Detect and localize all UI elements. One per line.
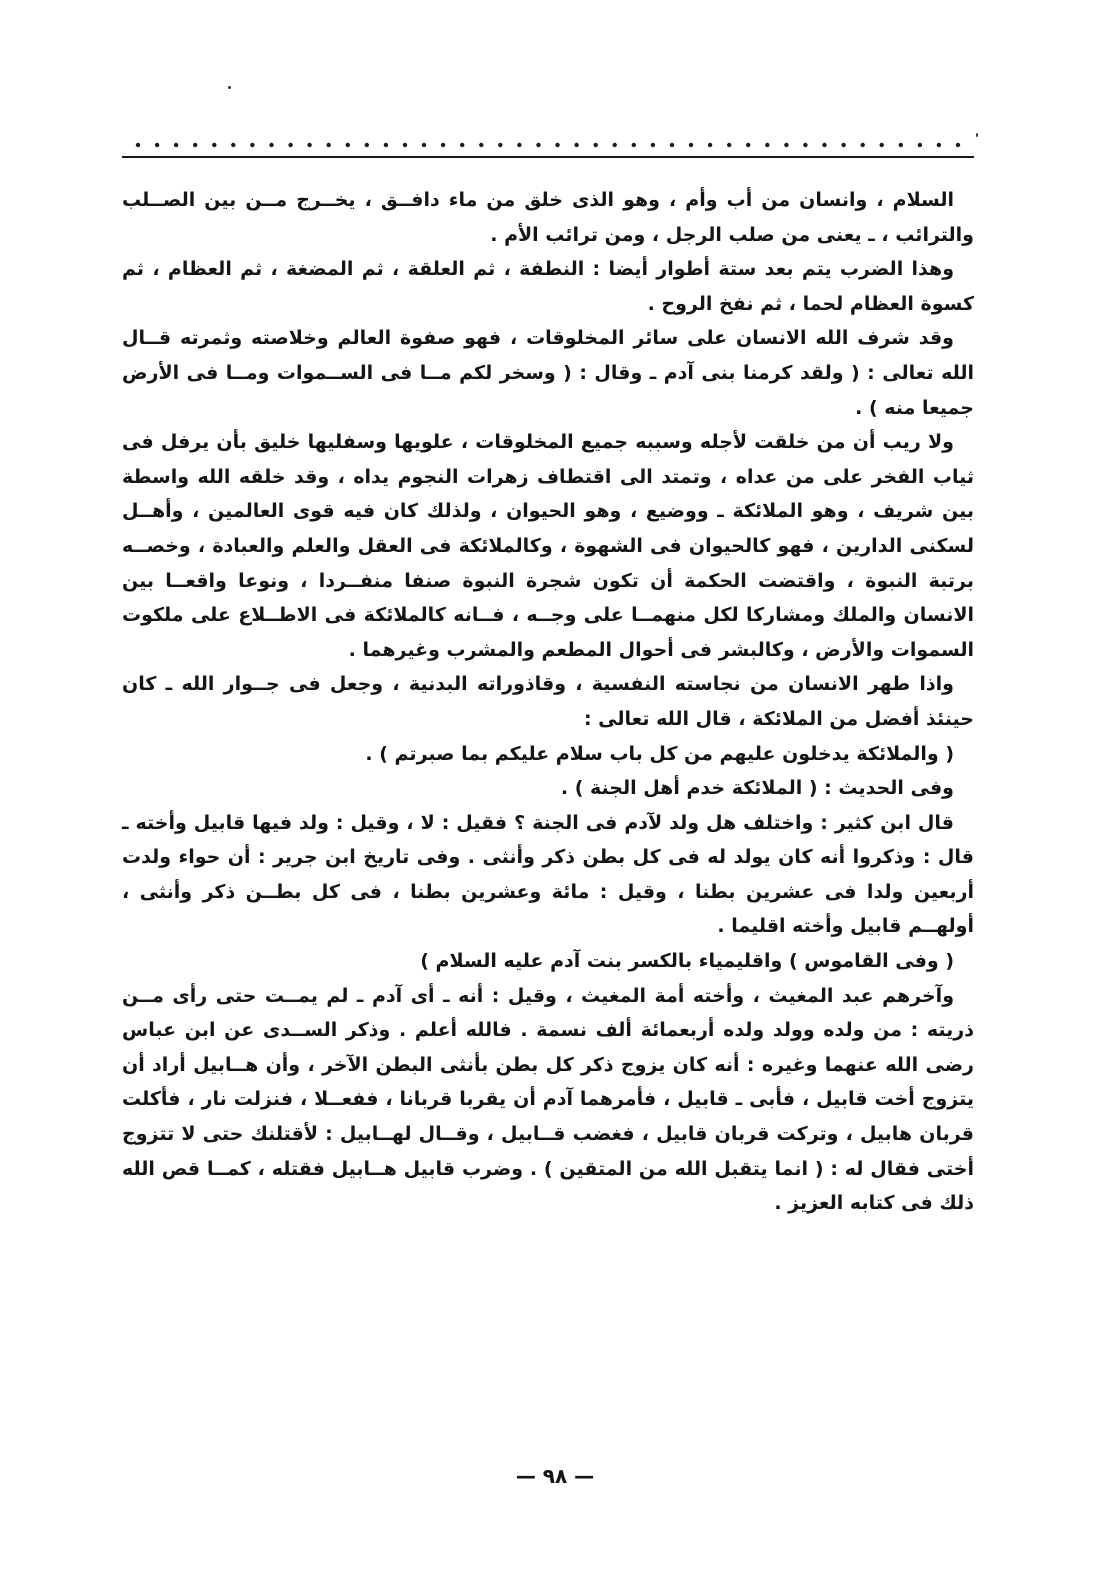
header-dot — [231, 143, 235, 147]
body-text — [122, 183, 974, 1221]
header-dot — [307, 143, 311, 147]
header-dot — [327, 143, 331, 147]
header-dot — [250, 143, 254, 147]
header-dot — [803, 143, 807, 147]
quote-angels: ( والملائكة يدخلون عليهم من كل باب سلام عليكم بما صبرتم ) . — [365, 742, 954, 765]
paragraph-4: ولا ريب أن من خلقت لأجله وسببه جميع المخلوقات ، علويها وسفليها خليق بأن يرفل فى ثياب الفخر على من عداه ، وتمتد الى اقتطاف زهرات النجوم يداه ، وقد خلقه الله واسطة بين شريف ، وهو الملائكة ـ ووضيع ، وهو الحيوان ، ولذلك كان فيه قوى العالمين ، وأهــل لسكنى الدارين ، فهو كالحيوان فى الشهوة ، وكالملائكة فى العقل والعلم والعبادة ، وخصــه برتبة النبوة ، واقتضت الحكمة أن تكون شجرة النبوة صنفا منفــردا ، ونوعا واقعــا بين الانسان والملك ومشاركا لكل منهمــا على وجــه ، فــانه كالملائكة فى الاطــلاع على ملكوت السموات والأرض ، وكالبشر فى أحوال المطعم والمشرب وغيرهما . — [122, 431, 974, 661]
header-dot — [536, 143, 540, 147]
header-dot — [193, 143, 197, 147]
header-dot — [441, 143, 445, 147]
header-dot — [746, 143, 750, 147]
paragraph-5: واذا طهر الانسان من نجاسته النفسية ، وقاذوراته البدنية ، وجعل فى جــوار الله ـ كان حينئذ أفضل من الملائكة ، قال الله تعالى : — [122, 673, 974, 730]
quote-hadith: وفى الحديث : ( الملائكة خدم أهل الجنة ) . — [560, 777, 954, 800]
paragraph-2: وهذا الضرب يتم بعد ستة أطوار أيضا : النطفة ، ثم العلقة ، ثم المضغة ، ثم العظام ، ثم كسوة العظام لحما ، ثم نفخ الروح . — [122, 258, 974, 315]
header-dot — [956, 143, 960, 147]
header-dot — [346, 143, 350, 147]
header-dot — [613, 143, 617, 147]
header-dots-graphic — [122, 140, 974, 150]
header-dot — [822, 143, 826, 147]
header-dot — [269, 143, 273, 147]
header-dot — [841, 143, 845, 147]
header-dot — [555, 143, 559, 147]
scan-speck — [228, 86, 231, 89]
header-dot — [136, 143, 140, 147]
header-rule — [122, 156, 974, 158]
header-dot — [727, 143, 731, 147]
header-dot — [365, 143, 369, 147]
header-dot — [765, 143, 769, 147]
header-dot — [708, 143, 712, 147]
header-dot — [651, 143, 655, 147]
header-dot — [918, 143, 922, 147]
header-dot — [288, 143, 292, 147]
paragraph-3: وقد شرف الله الانسان على سائر المخلوقات ، فهو صفوة العالم وخلاصته وثمرته قــال الله تعالى : ( ولقد كرمنا بنى آدم ـ وقال : ( وسخر لكم مــا فى الســموات ومــا فى الأرض جميعا منه ) . — [122, 327, 974, 419]
scan-speck — [976, 133, 978, 137]
header-dot — [880, 143, 884, 147]
header-dot — [479, 143, 483, 147]
header-dot — [594, 143, 598, 147]
header-dot — [422, 143, 426, 147]
header-dot — [517, 143, 521, 147]
header-dot — [861, 143, 865, 147]
header-dot — [670, 143, 674, 147]
header-dot — [689, 143, 693, 147]
header-dot — [899, 143, 903, 147]
header-dot — [174, 143, 178, 147]
paragraph-last: وآخرهم عبد المغيث ، وأخته أمة المغيث ، وقيل : أنه ـ أى آدم ـ لم يمــت حتى رأى مــن ذريته : من ولده وولد ولده أربعمائة ألف نسمة . فالله أعلم . وذكر الســدى عن ابن عباس رضى الله عنهما وغيره : أنه كان يزوج ذكر كل بطن بأنثى البطن الآخر ، وأن هــابيل أراد أن يتزوج أخت قابيل ، فأبى ـ قابيل ، فأمرهما آدم أن يقربا قربانا ، ففعــلا ، فنزلت نار ، فأكلت قربان هابيل ، وتركت قربان قابيل ، فغضب قــابيل ، وقــال لهــابيل : لأقتلنك حتى لا تتزوج أختى فقال له : ( انما يتقبل الله من المتقين ) . وضرب قابيل هــابيل فقتله ، كمــا قص الله ذلك فى كتابه العزيز . — [122, 984, 974, 1215]
header-dot — [784, 143, 788, 147]
header-dot — [155, 143, 159, 147]
header-dot — [460, 143, 464, 147]
header-dot — [403, 143, 407, 147]
page-number: — ٩٨ — — [515, 1464, 595, 1488]
header-dot — [384, 143, 388, 147]
header-dot-row — [122, 140, 974, 150]
header-dot — [212, 143, 216, 147]
header-dot — [498, 143, 502, 147]
quote-qamus: ( وفى القاموس ) واقليمياء بالكسر بنت آدم عليه السلام ) — [420, 950, 954, 973]
paragraph-ibn-kathir: قال ابن كثير : واختلف هل ولد لآدم فى الجنة ؟ فقيل : لا ، وقيل : ولد فيها قابيل وأخته ـ قال : وذكروا أنه كان يولد له فى كل بطن ذكر وأنثى . وفى تاريخ ابن جرير : أن حواء ولدت أربعين ولدا فى عشرين بطنا ، وقيل : مائة وعشرين بطنا ، فى كل بطــن ذكر وأنثى ، أولهــم قابيل وأخته اقليما . — [122, 811, 974, 938]
header-dot — [937, 143, 941, 147]
header-dot — [632, 143, 636, 147]
paragraph-1: السلام ، وانسان من أب وأم ، وهو الذى خلق من ماء دافــق ، يخــرج مــن بين الصــلب والترائب ، ـ يعنى من صلب الرجل ، ومن ترائب الأم . — [122, 189, 974, 246]
header-dot — [574, 143, 578, 147]
